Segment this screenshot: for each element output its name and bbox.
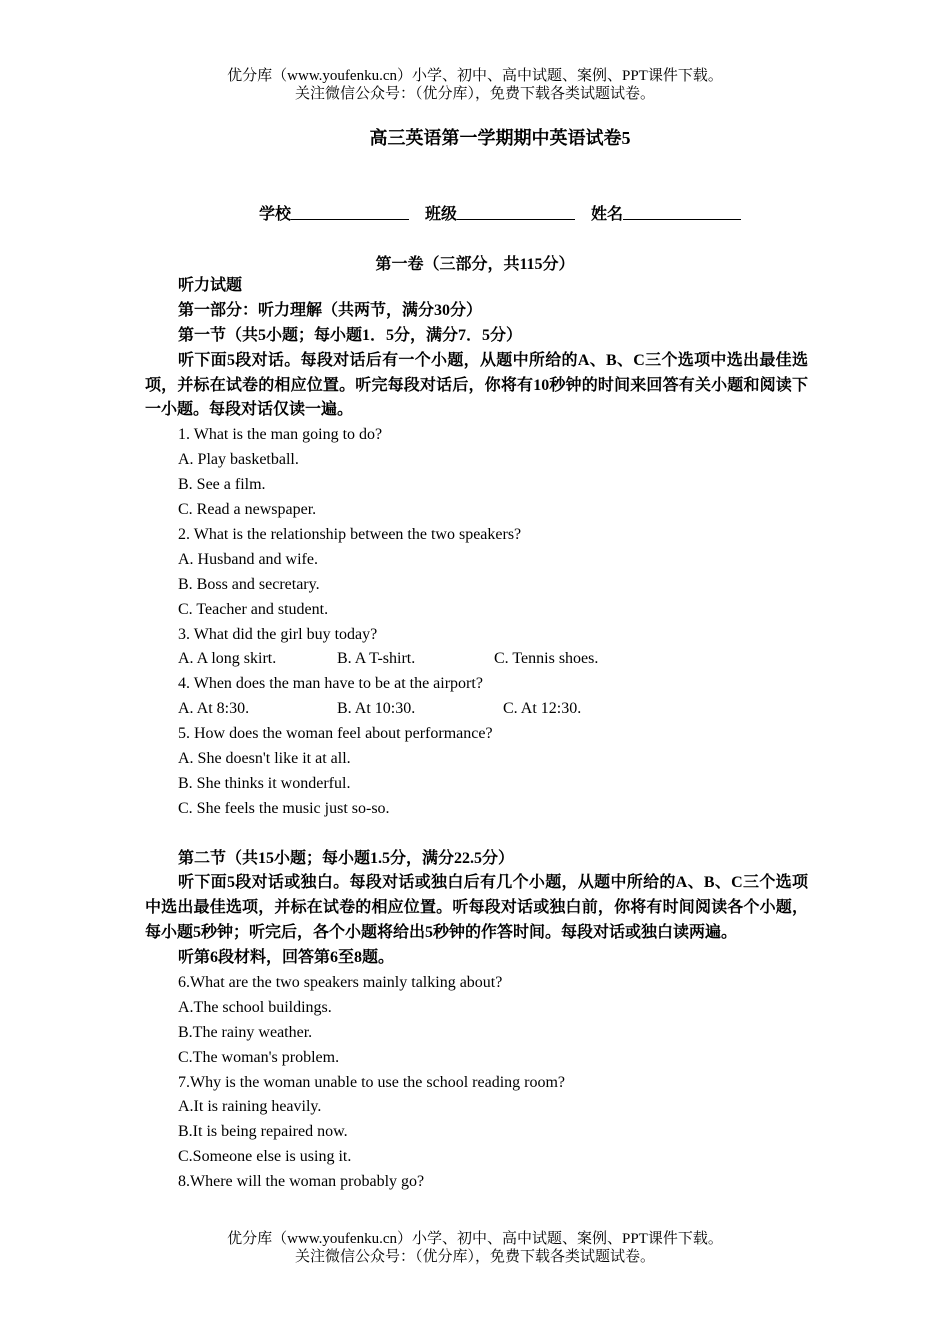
- material6-heading: 听第6段材料，回答第6至8题。: [178, 949, 395, 967]
- q2-option-a: A. Husband and wife.: [178, 550, 318, 568]
- document-title: 高三英语第一学期期中英语试卷5: [369, 128, 631, 148]
- q3-option-b: B. A T-shirt.: [337, 650, 416, 668]
- q6-option-b: B.The rainy weather.: [178, 1023, 313, 1041]
- q5-option-a: A. She doesn't like it at all.: [178, 749, 351, 767]
- school-blank[interactable]: [291, 205, 409, 220]
- q6-option-a: A.The school buildings.: [178, 998, 332, 1016]
- section2-instructions: 听下面5段对话或独白。每段对话或独白后有几个小题，从题中所给的A、B、C三个选项中选出最佳选项，并标在试卷的相应位置。听每段对话或独白前，你将有时间阅读各个小题，每小题5秒钟；听完后，各个小题将给出5秒钟的作答时间。每段对话或独白读两遍。: [145, 874, 808, 942]
- school-label: 学校: [258, 206, 291, 223]
- q4-option-b: B. At 10:30.: [337, 700, 416, 718]
- blank-line: [145, 822, 808, 847]
- question-5: 5. How does the woman feel about performance?: [178, 725, 493, 743]
- question-4: 4. When does the man have to be at the airport?: [178, 675, 483, 693]
- question-8: 8.Where will the woman probably go?: [178, 1173, 425, 1191]
- q2-option-b: B. Boss and secretary.: [178, 575, 320, 593]
- class-label: 班级: [424, 206, 457, 223]
- page-footer: [0, 1230, 950, 1266]
- q4-options: [145, 697, 808, 722]
- header-line-2: 关注微信公众号：（优分库），免费下载各类试题试卷。: [294, 86, 655, 102]
- question-2: 2. What is the relationship between the two speakers?: [178, 525, 522, 543]
- name-label: 姓名: [591, 206, 624, 223]
- q1-option-c: C. Read a newspaper.: [178, 501, 317, 519]
- q3-option-a: A. A long skirt.: [178, 650, 277, 668]
- student-info-line: [0, 201, 950, 224]
- volume-title: 第一卷（三部分，共115分）: [375, 256, 575, 273]
- question-6: 6.What are the two speakers mainly talking about?: [178, 974, 503, 992]
- q4-option-a: A. At 8:30.: [178, 700, 250, 718]
- q7-option-c: C.Someone else is using it.: [178, 1148, 352, 1166]
- q4-option-c: C. At 12:30.: [503, 700, 582, 718]
- q5-option-b: B. She thinks it wonderful.: [178, 774, 351, 792]
- listening-heading: 听力试题: [178, 277, 243, 294]
- section1-instructions: 听下面5段对话。每段对话后有一个小题，从题中所给的A、B、C三个选项中选出最佳选项，并标在试卷的相应位置。听完每段对话后，你将有10秒钟的时间来回答有关小题和阅读下一小题。每段对话仅读一遍。: [145, 351, 808, 419]
- footer-line-2: 关注微信公众号：（优分库），免费下载各类试题试卷。: [294, 1249, 655, 1265]
- footer-line-1: 优分库（www.youfenku.cn）小学、初中、高中试题、案例、PPT课件下载。: [227, 1231, 723, 1247]
- q3-option-c: C. Tennis shoes.: [494, 650, 599, 668]
- q6-option-c: C.The woman's problem.: [178, 1048, 340, 1066]
- part1-heading: 第一部分：听力理解（共两节，满分30分）: [178, 301, 483, 319]
- q7-option-b: B.It is being repaired now.: [178, 1123, 348, 1141]
- section1-heading: 第一节（共5小题；每小题1．5分，满分7．5分）: [178, 326, 523, 344]
- class-blank[interactable]: [457, 205, 575, 220]
- q3-options: [145, 647, 808, 672]
- section2-heading: 第二节（共15小题；每小题1.5分，满分22.5分）: [178, 849, 515, 867]
- q7-option-a: A.It is raining heavily.: [178, 1098, 322, 1116]
- q1-option-b: B. See a film.: [178, 476, 266, 494]
- q1-option-a: A. Play basketball.: [178, 451, 299, 469]
- page-header: [0, 67, 950, 103]
- question-3: 3. What did the girl buy today?: [178, 625, 378, 643]
- q5-option-c: C. She feels the music just so-so.: [178, 799, 390, 817]
- header-line-1: 优分库（www.youfenku.cn）小学、初中、高中试题、案例、PPT课件下载。: [227, 68, 723, 84]
- name-blank[interactable]: [623, 205, 741, 220]
- exam-content: [145, 274, 808, 1195]
- question-7: 7.Why is the woman unable to use the school reading room?: [178, 1073, 566, 1091]
- q2-option-c: C. Teacher and student.: [178, 600, 329, 618]
- question-1: 1. What is the man going to do?: [178, 426, 383, 444]
